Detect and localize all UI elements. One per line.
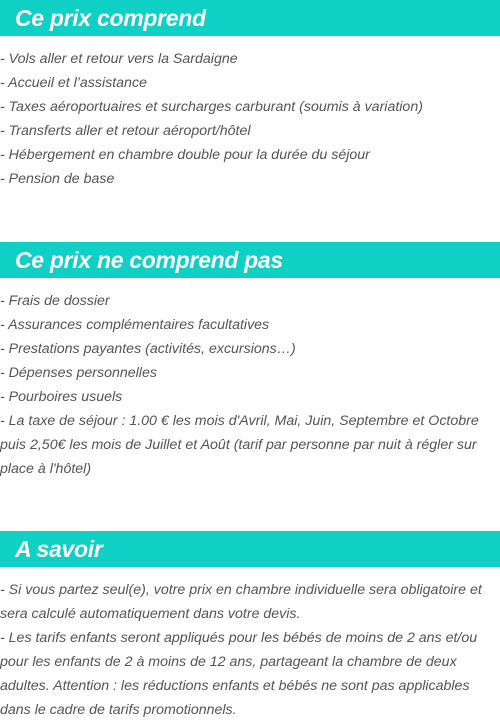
section-good-to-know bbox=[0, 531, 500, 722]
list-item: - Si vous partez seul(e), votre prix en chambre individuelle sera obligatoire et sera calculé automatiquement dans votre devis. bbox=[0, 582, 482, 622]
list-item: - Transferts aller et retour aéroport/hôtel bbox=[0, 123, 251, 139]
list-item: - Frais de dossier bbox=[0, 293, 110, 309]
list-item: - Pension de base bbox=[0, 171, 115, 187]
list-item: - Assurances complémentaires facultatives bbox=[0, 317, 270, 333]
list-item: - Vols aller et retour vers la Sardaigne bbox=[0, 51, 238, 67]
list-item: - Prestations payantes (activités, excursions…) bbox=[0, 341, 296, 357]
good-to-know-list bbox=[0, 578, 500, 722]
list-item: - Accueil et l’assistance bbox=[0, 75, 147, 91]
list-item: - Les tarifs enfants seront appliqués pour les bébés de moins de 2 ans et/ou pour les enfants de 2 à moins de 12 ans, partageant la chambre de deux adultes. Attention : les réductions enfants et bébés ne sont pas applicables dans le cadre de tarifs promotionnels. bbox=[0, 630, 478, 718]
section-title-price-excludes: Ce prix ne comprend pas bbox=[0, 242, 500, 278]
section-price-excludes bbox=[0, 242, 500, 481]
list-item: - La taxe de séjour : 1.00 € les mois d'Avril, Mai, Juin, Septembre et Octobre puis 2,50€ les mois de Juillet et Août (tarif par personne par nuit à régler sur place à l'hôtel) bbox=[0, 413, 479, 477]
list-item: - Taxes aéroportuaires et surcharges carburant (soumis à variation) bbox=[0, 99, 423, 115]
list-item: - Dépenses personnelles bbox=[0, 365, 157, 381]
section-title-good-to-know: A savoir bbox=[0, 531, 500, 567]
list-item: - Pourboires usuels bbox=[0, 389, 123, 405]
price-includes-list bbox=[0, 47, 500, 191]
section-title-price-includes: Ce prix comprend bbox=[0, 0, 500, 36]
section-price-includes bbox=[0, 0, 500, 191]
list-item: - Hébergement en chambre double pour la durée du séjour bbox=[0, 147, 370, 163]
price-excludes-list bbox=[0, 289, 500, 481]
